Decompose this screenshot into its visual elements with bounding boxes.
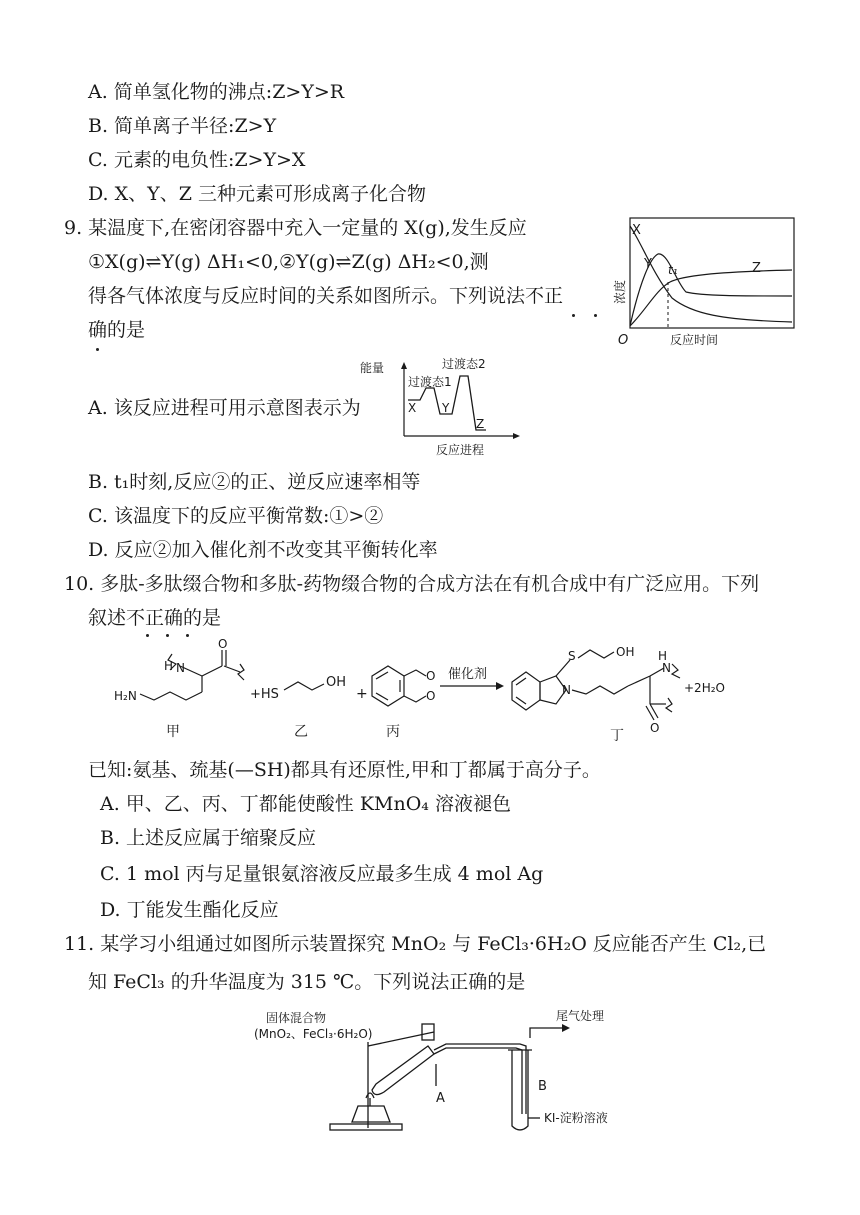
q10-option-d: D. 丁能发生酯化反应: [100, 899, 279, 921]
q10-option-c: C. 1 mol 丙与足量银氨溶液反应最多生成 4 mol Ag: [100, 863, 544, 885]
svg-text:OH: OH: [616, 645, 635, 659]
svg-text:S: S: [568, 649, 576, 663]
reaction-scheme: [110, 636, 760, 754]
compound-bing: [372, 666, 426, 706]
label-yi: 乙: [294, 724, 308, 740]
svg-text:N: N: [562, 683, 571, 697]
energy-ts2: 过渡态2: [442, 357, 486, 371]
q9-option-b: B. t₁时刻,反应②的正、逆反应速率相等: [88, 471, 421, 493]
compound-ding: [512, 650, 680, 720]
solid-mixture-label: 固体混合物: [266, 1011, 327, 1025]
svg-text:+2H₂O: +2H₂O: [684, 681, 725, 695]
graph-label-z: Z: [752, 261, 761, 276]
graph-xlabel: 反应时间: [670, 333, 719, 347]
q11-stem-line2: 知 FeCl₃ 的升华温度为 315 ℃。下列说法正确的是: [88, 971, 526, 993]
svg-text:N: N: [176, 661, 185, 675]
svg-text:+HS: +HS: [250, 687, 279, 702]
q9-stem-line3: 得各气体浓度与反应时间的关系如图所示。下列说法不正: [88, 285, 564, 307]
svg-text:O: O: [650, 721, 660, 735]
label-bing: 丙: [386, 724, 400, 740]
label-ding: 丁: [610, 728, 624, 744]
graph-origin: O: [618, 333, 629, 348]
q9-stem-line1: 9. 某温度下,在密闭容器中充入一定量的 X(g),发生反应: [64, 217, 527, 239]
q9-option-c: C. 该温度下的反应平衡常数:①>②: [88, 505, 384, 527]
emphasis-dot: [572, 314, 575, 317]
graph-frame: [630, 218, 794, 328]
graph-label-y: Y: [644, 257, 652, 272]
compound-yi: [284, 682, 324, 690]
energy-x: X: [408, 401, 417, 415]
label-b: B: [538, 1079, 547, 1094]
q10-note: 已知:氨基、巯基(—SH)都具有还原性,甲和丁都属于高分子。: [88, 759, 601, 781]
svg-text:+: +: [356, 686, 368, 702]
svg-text:O: O: [426, 669, 436, 683]
label-a: A: [436, 1091, 445, 1106]
q10-stem-line2: 叙述不正确的是: [88, 607, 222, 629]
q10-option-a: A. 甲、乙、丙、丁都能使酸性 KMnO₄ 溶液褪色: [100, 793, 511, 815]
graph-ylabel: 浓度: [613, 279, 627, 304]
q8-option-d: D. X、Y、Z 三种元素可形成离子化合物: [88, 183, 426, 205]
svg-text:OH: OH: [326, 675, 347, 690]
q11-stem-line1: 11. 某学习小组通过如图所示装置探究 MnO₂ 与 FeCl₃·6H₂O 反应能否产生 Cl₂,已: [64, 933, 767, 955]
q9-stem-line2: ①X(g)⇌Y(g) ΔH₁<0,②Y(g)⇌Z(g) ΔH₂<0,测: [88, 251, 489, 273]
q8-option-b: B. 简单离子半径:Z>Y: [88, 115, 277, 137]
q8-option-c: C. 元素的电负性:Z>Y>X: [88, 149, 306, 171]
q9-stem-line4: 确的是: [88, 319, 146, 341]
energy-ylabel: 能量: [360, 361, 385, 375]
energy-profile-diagram: [360, 356, 530, 460]
q9-option-a: A. 该反应进程可用示意图表示为: [88, 397, 361, 419]
concentration-time-graph: [612, 212, 802, 350]
energy-xlabel: 反应进程: [436, 443, 485, 457]
curve-z: [630, 270, 792, 326]
emphasis-dot: [96, 348, 99, 351]
tail-gas-label: 尾气处理: [556, 1009, 605, 1023]
svg-text:H₂N: H₂N: [114, 689, 137, 703]
graph-label-x: X: [632, 223, 641, 238]
q10-option-b: B. 上述反应属于缩聚反应: [100, 827, 317, 849]
svg-text:O: O: [426, 689, 436, 703]
apparatus-diagram: [250, 1006, 660, 1136]
svg-text:H: H: [164, 659, 174, 673]
energy-z: Z: [476, 417, 485, 431]
compound-jia: [140, 650, 244, 700]
q10-stem-line1: 10. 多肽-多肽缀合物和多肽-药物缀合物的合成方法在有机合成中有广泛应用。下列: [64, 573, 760, 595]
label-jia: 甲: [166, 724, 180, 740]
svg-text:O: O: [218, 637, 228, 651]
energy-ts1: 过渡态1: [408, 375, 452, 389]
svg-text:H: H: [658, 649, 668, 663]
solution-label: KI-淀粉溶液: [544, 1111, 608, 1125]
emphasis-dot: [594, 314, 597, 317]
solid-mixture-composition: (MnO₂、FeCl₃·6H₂O): [254, 1027, 373, 1041]
svg-text:N: N: [662, 661, 671, 675]
q9-option-d: D. 反应②加入催化剂不改变其平衡转化率: [88, 539, 438, 561]
catalyst-label: 催化剂: [448, 667, 488, 682]
q8-option-a: A. 简单氢化物的沸点:Z>Y>R: [88, 81, 345, 103]
energy-y: Y: [442, 401, 450, 415]
graph-label-t1: t₁: [668, 263, 678, 277]
